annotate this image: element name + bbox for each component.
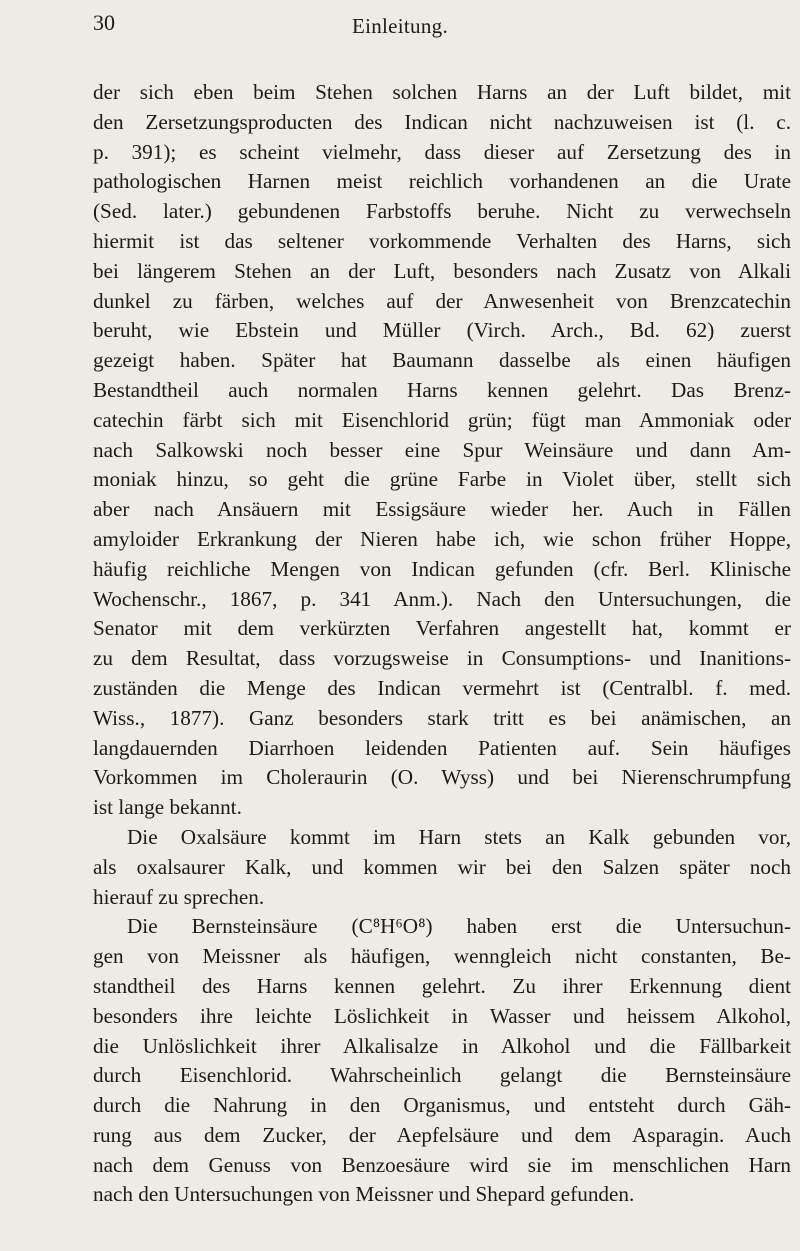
- text-line: beruht, wie Ebstein und Müller (Virch. Arch., Bd. 62) zuerst: [93, 318, 791, 343]
- text-line: Wochenschr., 1867, p. 341 Anm.). Nach den Untersuchungen, die: [93, 586, 791, 611]
- text-line: als oxalsaurer Kalk, und kommen wir bei den Salzen später noch: [93, 854, 791, 879]
- text-line: Senator mit dem verkürzten Verfahren angestellt hat, kommt er: [93, 616, 791, 641]
- text-line: zu dem Resultat, dass vorzugsweise in Consumptions- und Inanitions-: [93, 646, 791, 671]
- text-line: (Sed. later.) gebundenen Farbstoffs beruhe. Nicht zu verwechseln: [93, 199, 791, 224]
- text-line: amyloider Erkrankung der Nieren habe ich, wie schon früher Hoppe,: [93, 526, 791, 551]
- paragraph-end-line: hierauf zu sprechen.: [93, 884, 265, 909]
- text-line: langdauernden Diarrhoen leidenden Patienten auf. Sein häufiges: [93, 735, 791, 760]
- text-line: Wiss., 1877). Ganz besonders stark tritt es bei anämischen, an: [93, 705, 791, 730]
- body-text: [93, 78, 791, 1210]
- text-line: hiermit ist das seltener vorkommende Verhalten des Harns, sich: [93, 228, 791, 253]
- text-line: der sich eben beim Stehen solchen Harns an der Luft bildet, mit: [93, 80, 791, 104]
- text-line: durch Eisenchlorid. Wahrscheinlich gelangt die Bernsteinsäure: [93, 1063, 791, 1088]
- text-line: den Zersetzungsproducten des Indican nicht nachzuweisen ist (l. c.: [93, 109, 791, 134]
- text-line: gezeigt haben. Später hat Baumann dasselbe als einen häufigen: [93, 348, 791, 373]
- text-line: besonders ihre leichte Löslichkeit in Wasser und heissem Alkohol,: [93, 1003, 791, 1028]
- text-line: die Unlöslichkeit ihrer Alkalisalze in Alkohol und die Fällbarkeit: [93, 1033, 791, 1058]
- paragraph-start-line: Die Bernsteinsäure (C⁸H⁶O⁸) haben erst die Untersuchun-: [127, 914, 791, 939]
- text-line: standtheil des Harns kennen gelehrt. Zu ihrer Erkennung dient: [93, 973, 791, 998]
- text-line: pathologischen Harnen meist reichlich vorhandenen an die Urate: [93, 169, 791, 194]
- text-line: catechin färbt sich mit Eisenchlorid grün; fügt man Ammoniak oder: [93, 407, 791, 432]
- paragraph-end-line: nach den Untersuchungen von Meissner und Shepard gefunden.: [93, 1182, 635, 1207]
- text-line: moniak hinzu, so geht die grüne Farbe in Violet über, stellt sich: [93, 467, 791, 492]
- text-line: dunkel zu färben, welches auf der Anwesenheit von Brenzcatechin: [93, 288, 791, 313]
- text-line: p. 391); es scheint vielmehr, dass dieser auf Zersetzung des in: [93, 139, 791, 164]
- text-line: Bestandtheil auch normalen Harns kennen gelehrt. Das Brenz-: [93, 377, 791, 402]
- text-line: aber nach Ansäuern mit Essigsäure wieder her. Auch in Fällen: [93, 497, 791, 522]
- paragraph-start-line: Die Oxalsäure kommt im Harn stets an Kalk gebunden vor,: [127, 824, 791, 849]
- text-line: bei längerem Stehen an der Luft, besonders nach Zusatz von Alkali: [93, 258, 791, 283]
- text-line: Vorkommen im Choleraurin (O. Wyss) und bei Nierenschrumpfung: [93, 765, 791, 790]
- text-line: gen von Meissner als häufigen, wenngleich nicht constanten, Be-: [93, 944, 791, 969]
- text-line: nach Salkowski noch besser eine Spur Weinsäure und dann Am-: [93, 437, 791, 462]
- text-line: rung aus dem Zucker, der Aepfelsäure und dem Asparagin. Auch: [93, 1122, 791, 1147]
- text-line: nach dem Genuss von Benzoesäure wird sie im menschlichen Harn: [93, 1152, 791, 1177]
- page-number: 30: [93, 10, 115, 35]
- text-line: zuständen die Menge des Indican vermehrt ist (Centralbl. f. med.: [93, 675, 791, 700]
- text-line: häufig reichliche Mengen von Indican gefunden (cfr. Berl. Klinische: [93, 556, 791, 581]
- running-head: Einleitung.: [351, 14, 449, 38]
- text-line: durch die Nahrung in den Organismus, und entsteht durch Gäh-: [93, 1093, 791, 1118]
- paragraph-end-line: ist lange bekannt.: [93, 795, 242, 820]
